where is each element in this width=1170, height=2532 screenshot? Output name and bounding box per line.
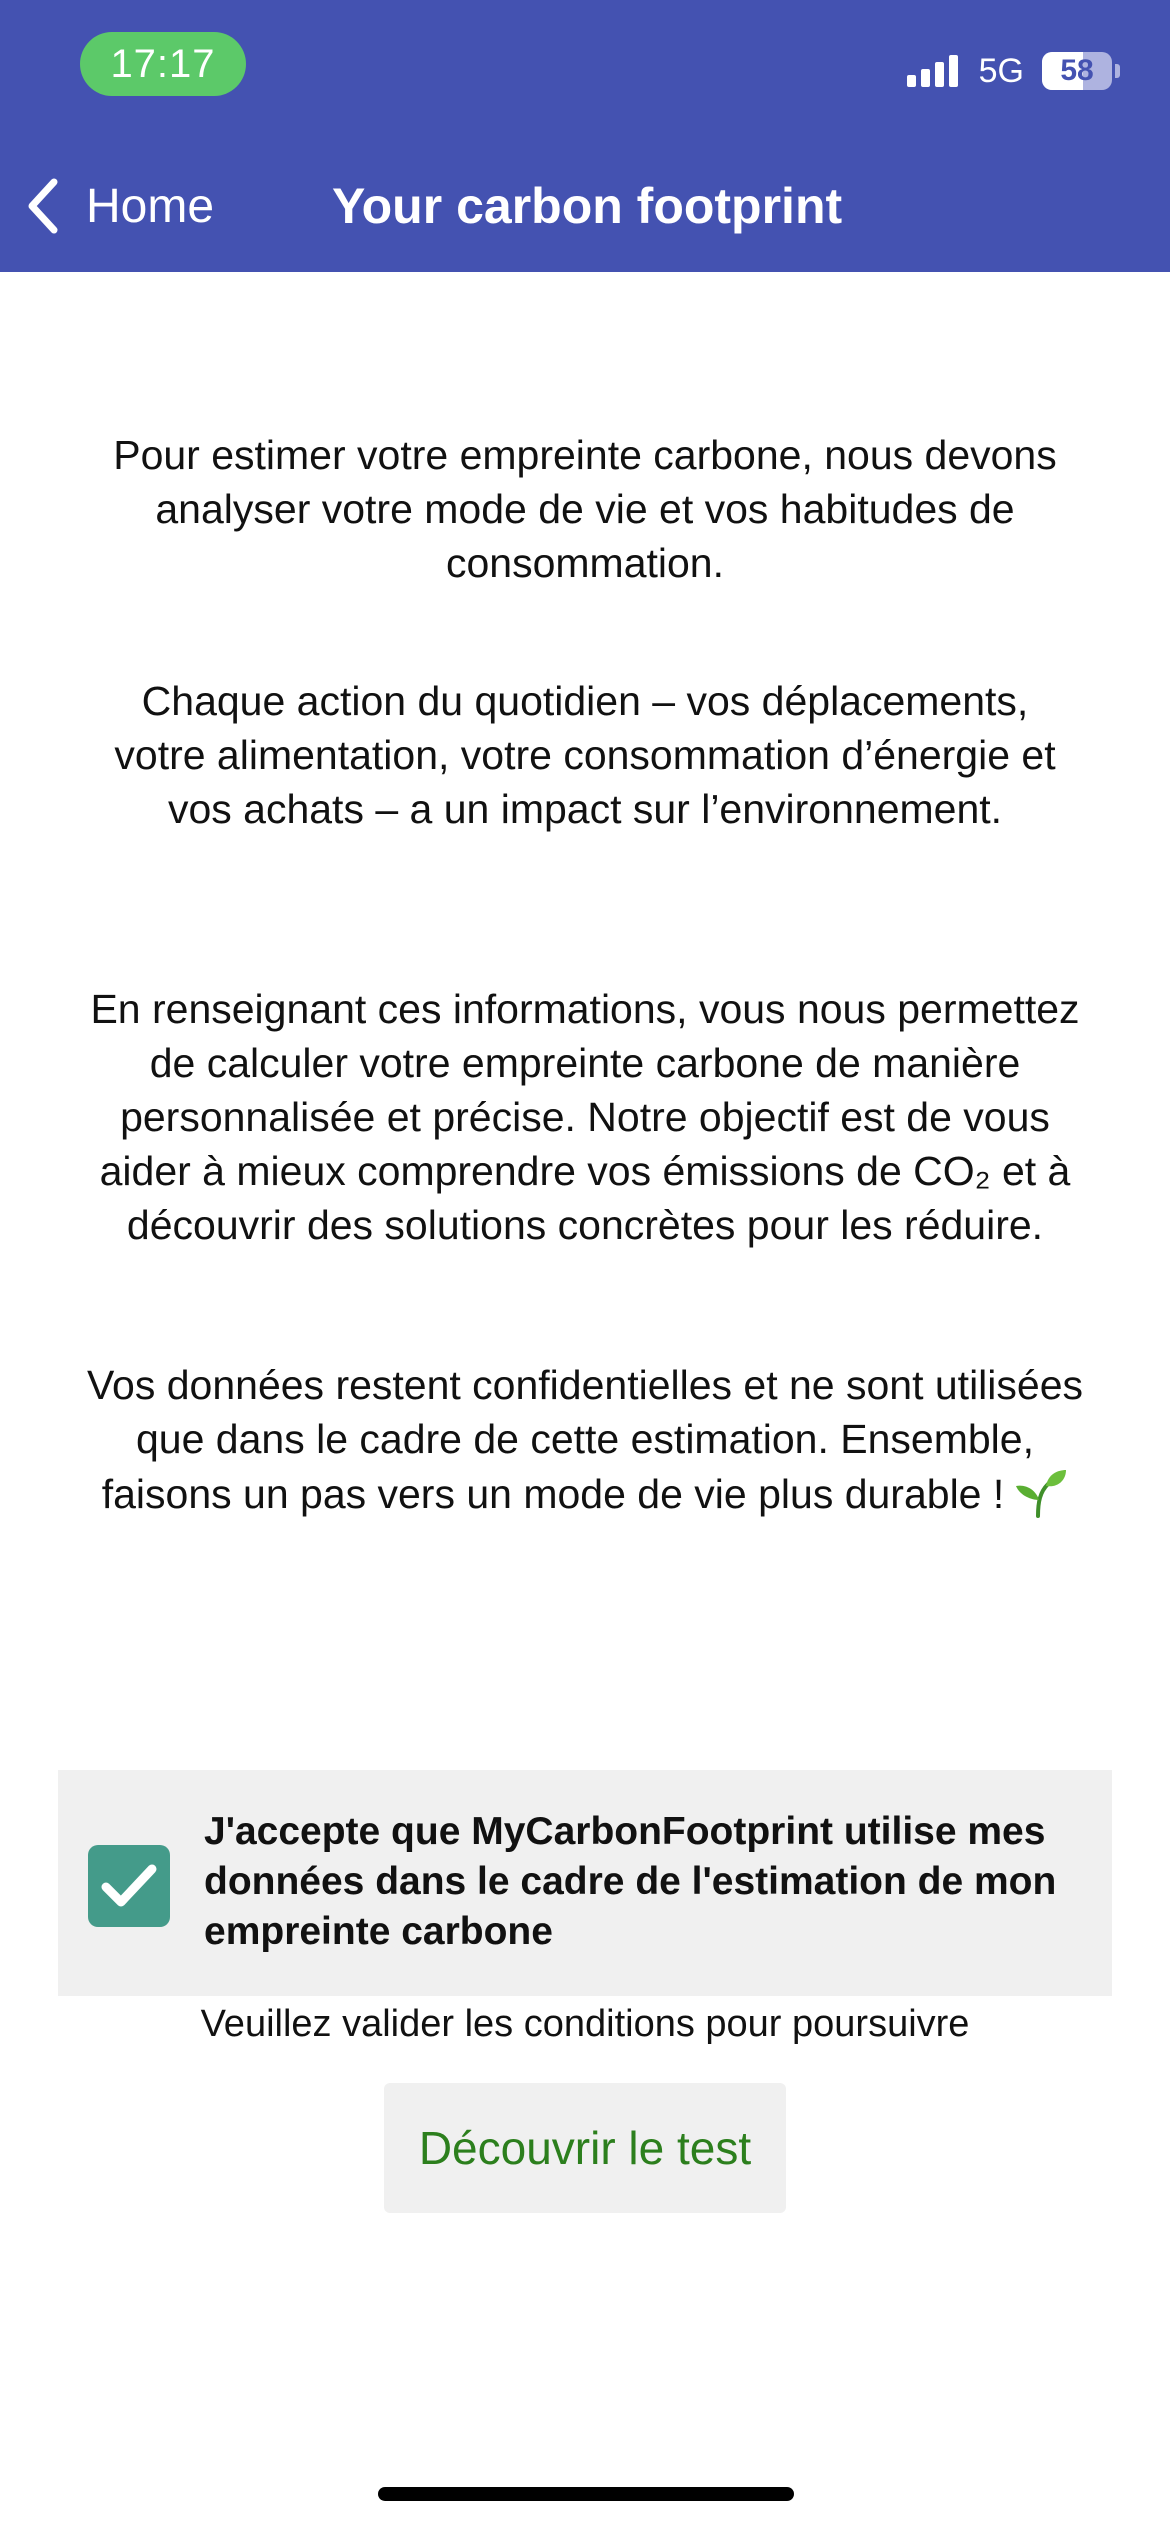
battery-tip — [1115, 64, 1120, 78]
battery-icon — [1042, 52, 1112, 90]
daily-actions-paragraph: Chaque action du quotidien – vos déplacements, votre alimentation, votre consommation d’énergie et vos achats – a un impact sur l’environnement. — [114, 678, 1056, 832]
consent-checkbox-row[interactable] — [58, 1770, 1112, 1996]
privacy-text: Vos données restent confidentielles et ne sont utilisées que dans le cadre de cette estimation. Ensemble, faisons un pas vers un mode de vie plus durable ! — [86, 1362, 1084, 1517]
status-time: 17:17 — [80, 32, 246, 96]
header-bar — [0, 0, 1170, 272]
seedling-icon — [1012, 1466, 1068, 1531]
chevron-left-icon — [24, 176, 60, 236]
back-button[interactable] — [24, 170, 214, 242]
intro-paragraph: Pour estimer votre empreinte carbone, nous devons analyser votre mode de vie et vos habitudes de consommation. — [113, 432, 1057, 586]
back-label: Home — [86, 179, 215, 233]
consent-checkbox[interactable] — [88, 1845, 170, 1927]
discover-test-button[interactable]: Découvrir le test — [384, 2083, 786, 2213]
validation-hint: Veuillez valider les conditions pour poursuivre — [200, 2003, 970, 2045]
page-title: Your carbon footprint — [332, 178, 843, 234]
consent-label: J'accepte que MyCarbonFootprint utilise mes données dans le cadre de l'estimation de mon empreinte carbone — [204, 1810, 1057, 1953]
home-indicator — [378, 2487, 794, 2501]
network-type: 5G — [978, 51, 1024, 90]
purpose-paragraph: En renseignant ces informations, vous nous permettez de calculer votre empreinte carbone de manière personnalisée et précise. Notre objectif est de vous aider à mieux comprendre vos émissions de CO₂ et à découvrir des solutions concrètes pour les réduire. — [90, 986, 1080, 1248]
battery-level: 58 — [1060, 54, 1094, 87]
status-indicators — [907, 48, 1120, 94]
checkmark-icon — [88, 1845, 170, 1927]
cellular-signal-icon — [907, 55, 963, 87]
privacy-paragraph — [85, 1358, 1085, 1531]
